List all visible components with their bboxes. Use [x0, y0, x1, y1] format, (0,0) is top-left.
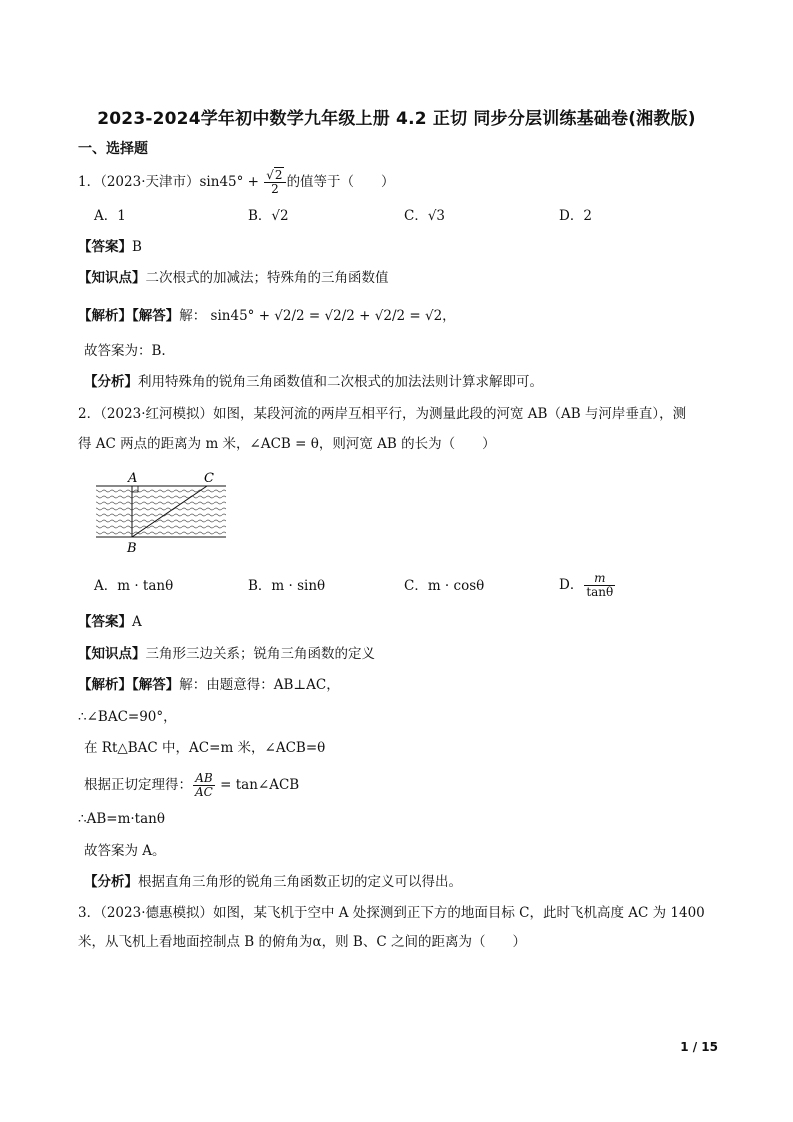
q1-analysis: 【分析】利用特殊角的锐角三角函数值和二次根式的加法法则计算求解即可。 [84, 374, 543, 390]
q2-answer: 【答案】A [78, 614, 142, 630]
river-figure [94, 470, 228, 556]
q1-knowledge: 【知识点】二次根式的加减法；特殊角的三角函数值 [78, 270, 389, 286]
q1-option-b: B．√2 [248, 208, 289, 224]
q1-option-a: A．1 [94, 208, 126, 224]
section-heading: 一、选择题 [78, 141, 148, 157]
q1-answer: 【答案】B [78, 239, 142, 255]
q2-solution-line4: 根据正切定理得： $\frac{AB}{AC}$ = tan∠ACB [84, 771, 300, 799]
river-water [96, 486, 226, 537]
q3-stem-line2: 米，从飞机上看地面控制点 B 的俯角为α，则 B、C 之间的距离为（ ） [78, 934, 526, 950]
q2-solution-line3: 在 Rt△BAC 中，AC=m 米，∠ACB=θ [84, 740, 326, 756]
q1-option-c: C．√3 [404, 208, 446, 224]
q2-analysis: 【分析】根据直角三角形的锐角三角函数正切的定义可以得出。 [84, 874, 462, 890]
q1-stem [78, 169, 395, 196]
q2-solution-line2: ∴∠BAC=90°， [78, 709, 177, 725]
q2-option-c: C．m · cosθ [404, 578, 485, 594]
q1-option-d: D．2 [559, 208, 592, 224]
q2-solution-line1: 【解析】【解答】解：由题意得：AB⊥AC， [78, 677, 340, 693]
q2-stem-line1: 2．（2023·红河模拟）如图，某段河流的两岸互相平行，为测量此段的河宽 AB（AB 与河岸垂直），测 [78, 406, 687, 422]
point-c-label: C [204, 471, 214, 486]
q1-solution: 【解析】【解答】解： sin45° + √2/2 = √2/2 + √2/2 = √2， [78, 308, 456, 324]
q1-solution-expression: sin45° + √2/2 = √2/2 + √2/2 = √2， [210, 308, 456, 324]
q1-conclusion: 故答案为：B. [84, 343, 166, 359]
q2-knowledge: 【知识点】三角形三边关系；锐角三角函数的定义 [78, 646, 375, 662]
point-a-label: A [128, 471, 138, 486]
q2-stem-line2: 得 AC 两点的距离为 m 米，∠ACB = θ，则河宽 AB 的长为（ ） [78, 436, 496, 452]
page-number: 1 / 15 [680, 1040, 718, 1054]
q2-option-d: D． $\frac{m}{\tan\theta}$ [559, 571, 614, 599]
point-b-label: B [127, 541, 137, 556]
q2-solution-line5: ∴AB=m·tanθ [78, 811, 165, 827]
q1-expression: sin45° + $\frac{√2}{2}$ [200, 174, 287, 190]
q2-option-b: B．m · sinθ [248, 578, 326, 594]
q1-number-source: 1．（2023·天津市） [78, 174, 200, 190]
document-title: 2023-2024学年初中数学九年级上册 4.2 正切 同步分层训练基础卷(湘教版) [97, 109, 696, 129]
q3-stem-line1: 3．（2023·德惠模拟）如图，某飞机于空中 A 处探测到正下方的地面目标 C，此时飞机高度 AC 为 1400 [78, 905, 705, 921]
q2-option-a: A．m · tanθ [94, 578, 174, 594]
q2-conclusion: 故答案为 A。 [84, 843, 166, 859]
q1-stem-end: 的值等于（ ） [286, 174, 395, 190]
